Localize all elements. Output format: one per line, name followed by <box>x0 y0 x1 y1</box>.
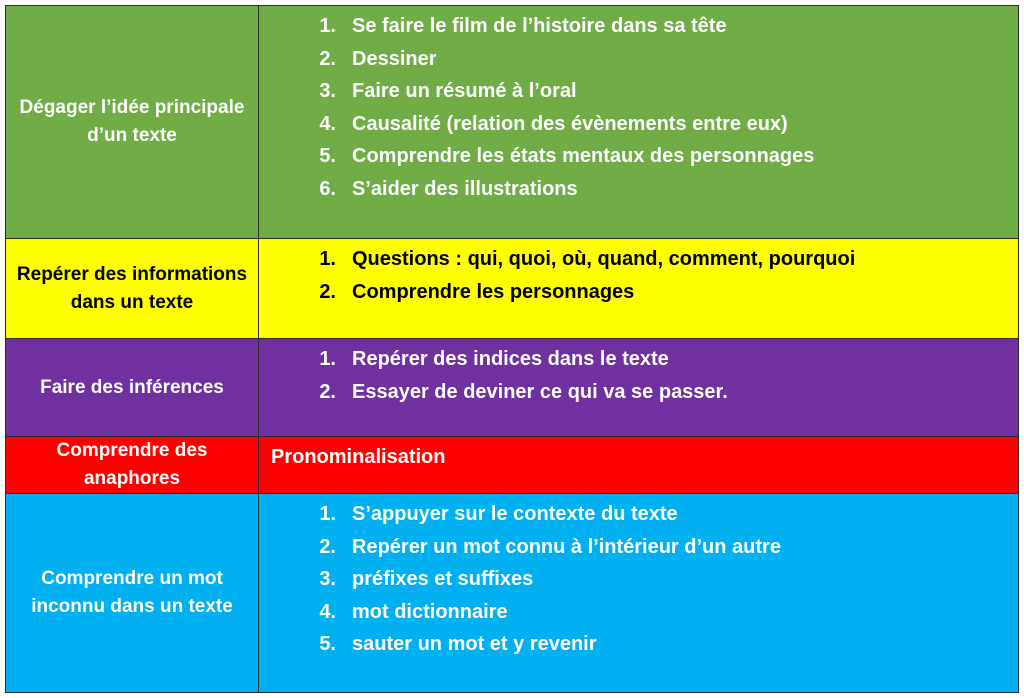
skill-cell-unknown-word: Comprendre un mot inconnu dans un texte <box>6 494 259 693</box>
list-item <box>259 43 1018 76</box>
skill-cell-inferences: Faire des inférences <box>6 339 259 437</box>
steps-list-inferences <box>259 343 1018 408</box>
steps-cell-unknown-word <box>259 494 1019 693</box>
list-item <box>259 596 1018 629</box>
list-item <box>259 498 1018 531</box>
skill-cell-find-information: Repérer des informations dans un texte <box>6 239 259 339</box>
item-text: Comprendre les états mentaux des personnages <box>352 145 815 167</box>
table-row-main-idea <box>6 6 1019 239</box>
item-number: 2. <box>319 380 336 403</box>
table-row-anaphora <box>6 437 1019 494</box>
item-number: 5. <box>319 145 336 167</box>
item-number: 5. <box>319 633 336 655</box>
list-item <box>259 10 1018 43</box>
skill-cell-main-idea: Dégager l’idée principale d’un texte <box>6 6 259 239</box>
item-number: 1. <box>319 15 336 37</box>
item-number: 1. <box>319 503 336 525</box>
list-item <box>259 108 1018 141</box>
item-number: 4. <box>319 112 336 135</box>
item-number: 4. <box>319 600 336 623</box>
list-item <box>259 628 1018 661</box>
item-number: 6. <box>319 177 336 200</box>
steps-cell-main-idea <box>259 6 1019 239</box>
item-text: Repérer des indices dans le texte <box>352 348 669 370</box>
list-item <box>259 75 1018 108</box>
item-text: Comprendre les personnages <box>352 280 635 303</box>
reading-strategies-table <box>5 5 1019 693</box>
item-text: Essayer de deviner ce qui va se passer. <box>352 380 728 403</box>
steps-list-main-idea <box>259 10 1018 205</box>
item-text: Faire un résumé à l’oral <box>352 80 577 102</box>
item-number: 3. <box>319 80 336 102</box>
list-item <box>259 243 1018 276</box>
table-row-inferences <box>6 339 1019 437</box>
table-row-find-information <box>6 239 1019 339</box>
item-text: Questions : qui, quoi, où, quand, comment, pourquoi <box>352 248 856 270</box>
item-number: 2. <box>319 535 336 558</box>
steps-cell-anaphora: Pronominalisation <box>259 437 1019 494</box>
list-item <box>259 376 1018 409</box>
item-text: Repérer un mot connu à l’intérieur d’un autre <box>352 535 781 558</box>
list-item <box>259 343 1018 376</box>
item-number: 2. <box>319 47 336 70</box>
steps-list-unknown-word <box>259 498 1018 661</box>
item-number: 1. <box>319 248 336 270</box>
item-text: Se faire le film de l’histoire dans sa tête <box>352 15 727 37</box>
item-number: 3. <box>319 568 336 590</box>
item-text: sauter un mot et y revenir <box>352 633 597 655</box>
steps-list-find-information <box>259 243 1018 308</box>
item-text: mot dictionnaire <box>352 600 508 623</box>
list-item <box>259 563 1018 596</box>
item-text: préfixes et suffixes <box>352 568 534 590</box>
steps-cell-inferences <box>259 339 1019 437</box>
item-number: 1. <box>319 348 336 370</box>
list-item <box>259 140 1018 173</box>
list-item <box>259 173 1018 206</box>
item-text: S’appuyer sur le contexte du texte <box>352 503 678 525</box>
item-text: Dessiner <box>352 47 437 70</box>
list-item <box>259 276 1018 309</box>
item-text: Causalité (relation des évènements entre eux) <box>352 112 788 135</box>
steps-cell-find-information <box>259 239 1019 339</box>
list-item <box>259 531 1018 564</box>
skill-cell-anaphora: Comprendre des anaphores <box>6 437 259 494</box>
table-row-unknown-word <box>6 494 1019 693</box>
item-number: 2. <box>319 280 336 303</box>
item-text: S’aider des illustrations <box>352 177 578 200</box>
